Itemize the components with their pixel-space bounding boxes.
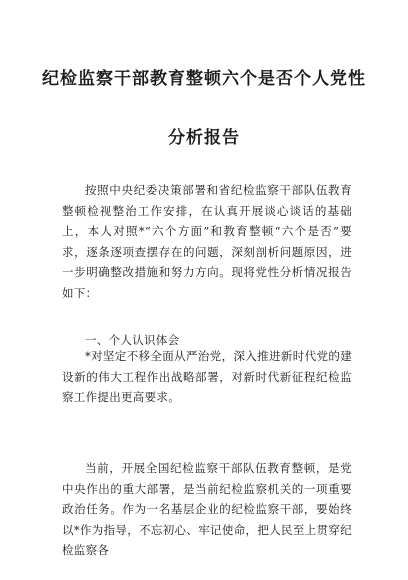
- section-heading: 一、个人认识体会: [85, 333, 180, 347]
- body-paragraph-2: 当前，开展全国纪检监察干部队伍教育整顿，是党中央作出的重大部署，是当前纪检监察机关的一项重要政治任务。作为一名基层企业的纪检监察干部，要始终以*作为指导，不忘初心、牢记使命，把人民至上贯穿纪检监察各: [62, 461, 352, 557]
- document-title-line-1: 纪检监察干部教育整顿六个是否个人党性: [42, 69, 366, 89]
- document-title-line-2: 分析报告: [168, 128, 240, 148]
- intro-paragraph: 按照中央纪委决策部署和省纪检监察干部队伍教育整顿检视整治工作安排，在认真开展谈心谈话的基础上，本人对照*“六个方面”和教育整顿“六个是否”要求，逐条逐项查摆存在的问题，深刻剖析问题原因，进一步明确整改措施和努力方向。现将党性分析情况报告如下：: [62, 183, 352, 300]
- body-paragraph-1: *对坚定不移全面从严治党，深入推进新时代党的建设新的伟大工程作出战略部署，对新时代新征程纪检监察工作提出更高要求。: [62, 349, 352, 404]
